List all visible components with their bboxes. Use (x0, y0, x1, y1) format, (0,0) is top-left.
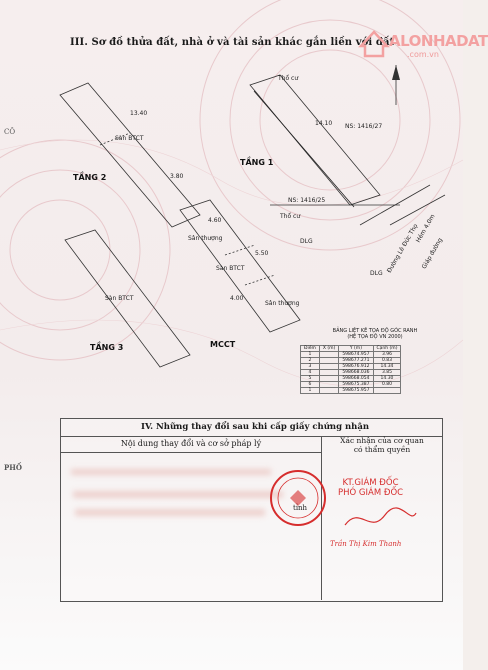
floor-1-label: TẦNG 1 (240, 158, 274, 167)
coords-title-line1: BẢNG LIỆT KÊ TỌA ĐỘ GÓC RANH (332, 328, 418, 334)
mcct-label: MCCT (210, 340, 236, 349)
dim-5-50: 5.50 (255, 250, 269, 257)
coords-header-2: Y (m) (339, 346, 373, 352)
coords-cell: 1 (301, 388, 320, 394)
floor-3-label: TẦNG 3 (90, 343, 124, 352)
label-hem-2: Giáp đường (420, 236, 444, 271)
section3-title: III. Sơ đồ thửa đất, nhà ở và tài sản khác gắn liền với đất (70, 37, 395, 48)
label-san-thuong-1: Sân thượng (188, 235, 223, 242)
signer-name: Trần Thị Kim Thanh (330, 540, 402, 548)
coords-header-0: Điểm (301, 346, 320, 352)
coords-row (301, 388, 401, 394)
official-stamp-icon (268, 468, 328, 528)
coords-cell: 3.85 (373, 370, 401, 376)
coords-cell: 598675.957 (339, 388, 373, 394)
coords-cell: 3.96 (373, 352, 401, 358)
label-dlg-1: DLG (300, 238, 313, 245)
coords-cell: 598668.054 (339, 376, 373, 382)
label-street: Đường Lê Đức Thọ (385, 222, 420, 275)
floor-2-label: TẦNG 2 (73, 173, 107, 182)
margin-text-top: CÔ (4, 128, 16, 136)
coords-cell: 5 (301, 376, 320, 382)
dim-4-60: 4.60 (208, 217, 222, 224)
coords-cell: 598674.957 (339, 352, 373, 358)
handwritten-signature-icon (340, 505, 420, 535)
coords-cell: 598676.912 (339, 364, 373, 370)
label-san-btct-f3: Sàn BTCT (105, 295, 134, 302)
col-confirm-line1: Xác nhận của cơ quan (340, 436, 424, 445)
coords-cell: 14.30 (373, 376, 401, 382)
house-logo-icon (357, 28, 391, 58)
coords-cell: 3 (301, 364, 320, 370)
coords-cell: 4 (301, 370, 320, 376)
label-san-thuong-2: Sân thượng (265, 300, 300, 307)
coords-cell: 598668.036 (339, 370, 373, 376)
dim-13-40: 13.40 (130, 110, 148, 117)
coords-header-row (301, 346, 401, 352)
coords-cell: 0.80 (373, 382, 401, 388)
coords-cell: 598677.271 (339, 358, 373, 364)
coords-header-1: X (m) (319, 346, 338, 352)
watermark-brand: ALONHADAT (389, 32, 488, 50)
redacted-line-1 (71, 469, 271, 475)
coords-table (300, 345, 401, 394)
signature-title-1: KT.GIÁM ĐỐC (342, 478, 399, 488)
label-ns-1416-25: NS: 1416/25 (288, 197, 326, 204)
label-san-btct-m1: Sàn BTCT (216, 265, 245, 272)
label-ns-1416-27: NS: 1416/27 (345, 123, 383, 130)
redacted-line-2 (73, 491, 283, 498)
coords-cell (373, 388, 401, 394)
col-confirm-line2: có thẩm quyền (353, 445, 411, 454)
dim-14-10: 14.10 (315, 120, 333, 127)
floor-plan-drawing (40, 55, 450, 395)
coords-cell (319, 388, 338, 394)
coords-cell: 0.83 (373, 358, 401, 364)
coords-cell: 6 (301, 382, 320, 388)
section4-title: IV. Những thay đổi sau khi cấp giấy chứng nhận (61, 419, 442, 437)
label-thocu-1: Thổ cư (278, 75, 299, 82)
row-text-tinh: tỉnh (293, 504, 308, 512)
coords-header-3: Cạnh (m) (373, 346, 401, 352)
dim-3-80: 3.80 (170, 173, 184, 180)
coords-cell: 1 (301, 352, 320, 358)
margin-text-mid: PHỐ (4, 463, 22, 472)
coords-cell: 598675.387 (339, 382, 373, 388)
watermark-domain: .com.vn (407, 50, 439, 59)
label-dlg-2: DLG (370, 270, 383, 277)
coords-title-line2: (HỆ TỌA ĐỘ VN 2000) (347, 334, 403, 340)
dim-4-00: 4.00 (230, 295, 244, 302)
col-confirm-header (322, 436, 442, 456)
redacted-line-3 (75, 509, 265, 516)
coords-title (320, 328, 430, 340)
label-hem: Hẻm 4.0m (414, 213, 437, 244)
label-thocu-2: Thổ cư (280, 213, 301, 220)
coords-cell: 2 (301, 358, 320, 364)
signature-title (338, 478, 403, 498)
coords-cell: 14.34 (373, 364, 401, 370)
col-content-header: Nội dung thay đổi và cơ sở pháp lý (61, 436, 322, 453)
label-san-btct-f2: Sàn BTCT (115, 135, 144, 142)
signature-title-2: PHÓ GIÁM ĐỐC (338, 488, 404, 498)
